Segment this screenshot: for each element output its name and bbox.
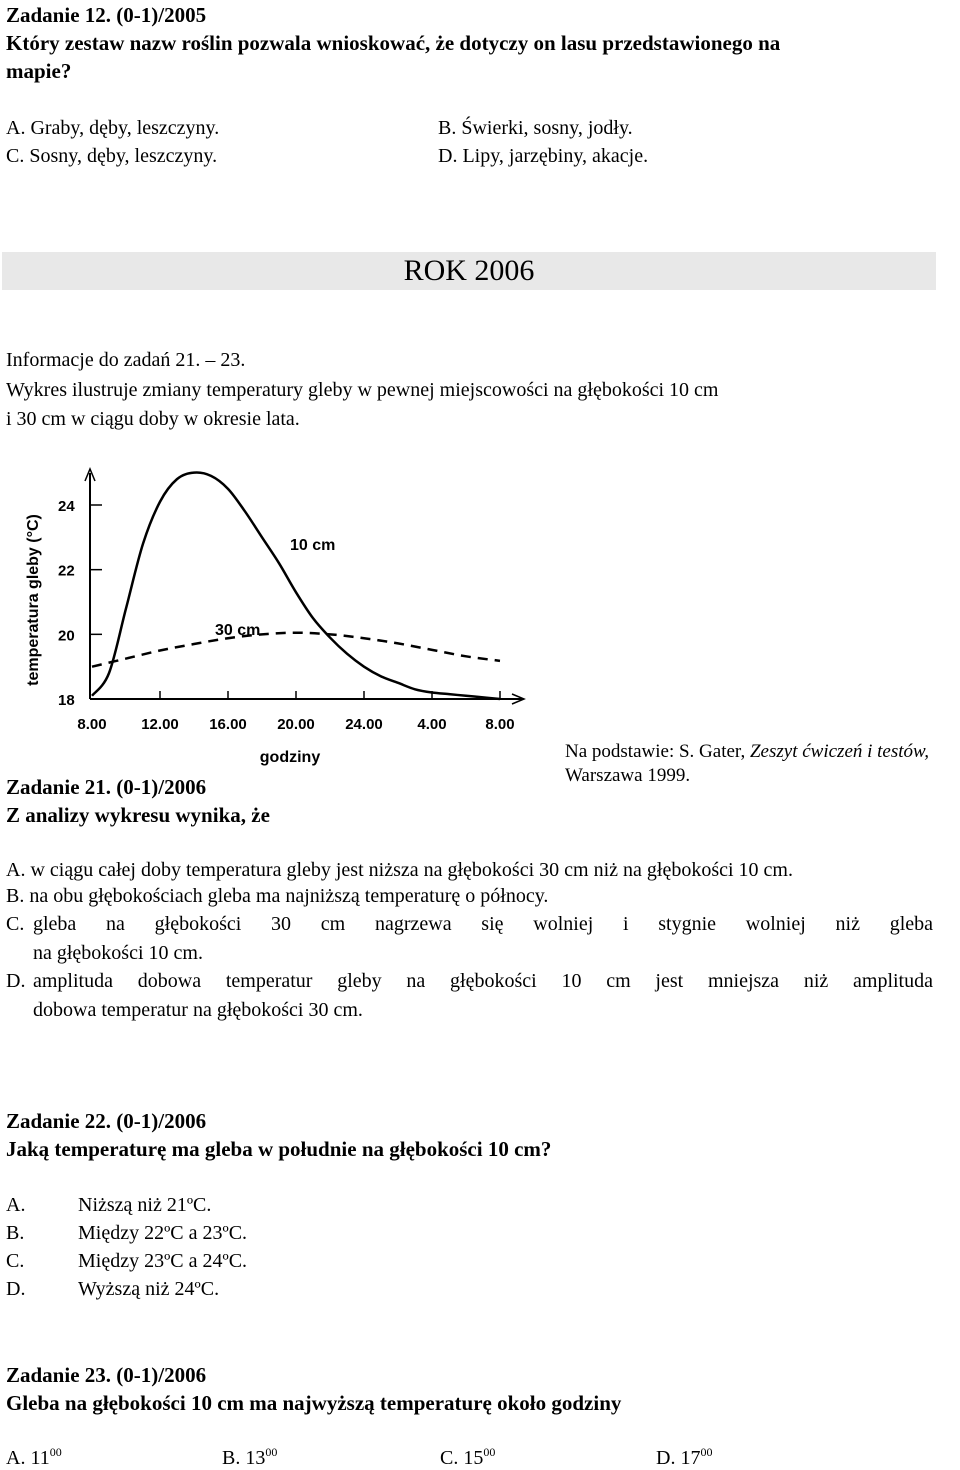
info-line1: Informacje do zadań 21. – 23. [6, 349, 246, 371]
x-tick-label: 4.00 [417, 716, 447, 733]
q23-title: Zadanie 23. (0-1)/2006 [6, 1363, 207, 1387]
series-label-30cm: 30 cm [215, 622, 261, 639]
y-tick-label: 18 [58, 692, 75, 709]
q12-question-line1: Który zestaw nazw roślin pozwala wnioskować, że dotyczy on lasu przedstawionego na [6, 31, 781, 55]
chart-ticks [58, 498, 515, 733]
year-banner [2, 252, 936, 290]
year-banner-text: ROK 2006 [403, 254, 535, 287]
chart-source-prefix: Na podstawie: S. Gater, [565, 741, 750, 762]
q12-option-a[interactable]: A. Graby, dęby, leszczyny. [6, 117, 220, 139]
y-axis-label: temperatura gleby (°C) [25, 514, 42, 686]
chart-source-title: Zeszyt ćwiczeń i testów, [749, 741, 930, 762]
q12-option-c[interactable]: C. Sosny, dęby, leszczyny. [6, 145, 218, 167]
y-tick-label: 22 [58, 562, 75, 580]
q22-question: Jaką temperaturę ma gleba w południe na głębokości 10 cm? [6, 1137, 552, 1161]
q23-option-b[interactable] [222, 1446, 277, 1470]
q23-option-minutes: 00 [49, 1445, 62, 1459]
q12-question-line2: mapie? [6, 59, 72, 83]
q21-option-c-line1[interactable]: gleba na głębokości 30 cm nagrzewa się wolniej i stygnie wolniej niż gleba [33, 913, 933, 935]
q23-option-minutes: 00 [483, 1445, 496, 1459]
q23-option-label: B. 13 [222, 1447, 266, 1469]
q22-title: Zadanie 22. (0-1)/2006 [6, 1109, 207, 1133]
x-tick-label: 12.00 [141, 716, 179, 733]
q23-option-a[interactable] [6, 1446, 62, 1470]
q22-option-text: Niższą niż 21ºC. [78, 1194, 212, 1216]
q22-option-a[interactable] [6, 1193, 211, 1217]
chart-source-line1 [565, 740, 929, 764]
q21-option-c-letter[interactable]: C. [6, 913, 25, 935]
q21-option-d-line1[interactable]: amplituda dobowa temperatur gleby na głębokości 10 cm jest mniejsza niż amplituda [33, 970, 933, 992]
y-tick-label: 24 [58, 498, 75, 515]
chart-series [92, 473, 500, 699]
q21-option-b[interactable]: B. na obu głębokościach gleba ma najniższą temperaturę o północy. [6, 885, 549, 907]
x-tick-label: 20.00 [277, 716, 315, 733]
series-label-10cm: 10 cm [290, 537, 336, 554]
q22-option-letter: C. [6, 1250, 25, 1272]
q21-title: Zadanie 21. (0-1)/2006 [6, 774, 210, 800]
x-tick-label: 16.00 [209, 716, 247, 733]
q23-question: Gleba na głębokości 10 cm ma najwyższą temperaturę około godziny [6, 1391, 622, 1415]
series-line-10cm [92, 473, 500, 699]
q23-option-d[interactable] [656, 1446, 712, 1470]
q23-option-label: C. 15 [440, 1447, 484, 1469]
x-tick-label: 24.00 [345, 716, 383, 733]
q22-option-d[interactable] [6, 1277, 219, 1301]
chart-axes [85, 469, 524, 704]
q21-option-d-letter[interactable]: D. [6, 970, 26, 992]
q23-option-minutes: 00 [265, 1445, 278, 1459]
q21-question: Z analizy wykresu wynika, że [6, 803, 270, 827]
soil-temperature-chart [0, 455, 560, 775]
q22-option-text: Między 23ºC a 24ºC. [78, 1250, 248, 1272]
q22-option-b[interactable] [6, 1221, 247, 1245]
chart-source-line2: Warszawa 1999. [565, 765, 691, 786]
info-line3: i 30 cm w ciągu doby w okresie lata. [6, 408, 300, 430]
q23-option-minutes: 00 [700, 1445, 713, 1459]
q12-option-d[interactable]: D. Lipy, jarzębiny, akacje. [438, 145, 649, 167]
x-tick-label: 8.00 [77, 716, 107, 733]
y-tick-label: 20 [58, 627, 75, 645]
q21-option-c-line2[interactable]: na głębokości 10 cm. [33, 942, 203, 964]
q22-option-letter: B. [6, 1222, 25, 1244]
q22-option-text: Wyższą niż 24ºC. [78, 1278, 220, 1300]
q22-option-c[interactable] [6, 1249, 247, 1273]
q23-option-label: A. 11 [6, 1447, 50, 1469]
q22-option-letter: D. [6, 1278, 26, 1300]
q23-option-label: D. 17 [656, 1447, 701, 1469]
q22-option-letter: A. [6, 1194, 26, 1216]
x-tick-label: 8.00 [485, 716, 515, 733]
series-line-30cm [92, 633, 500, 667]
q12-title: Zadanie 12. (0-1)/2005 [6, 3, 207, 27]
q12-option-b[interactable]: B. Świerki, sosny, jodły. [438, 117, 633, 139]
info-line2: Wykres ilustruje zmiany temperatury gleby w pewnej miejscowości na głębokości 10 cm [6, 379, 719, 401]
q23-option-c[interactable] [440, 1446, 495, 1470]
q21-option-a[interactable]: A. w ciągu całej doby temperatura gleby jest niższa na głębokości 30 cm niż na głębokości 10 cm. [6, 859, 793, 881]
q22-option-text: Między 22ºC a 23ºC. [78, 1222, 248, 1244]
x-axis-label: godziny [259, 749, 321, 766]
q21-option-d-line2[interactable]: dobowa temperatur na głębokości 30 cm. [33, 999, 363, 1021]
